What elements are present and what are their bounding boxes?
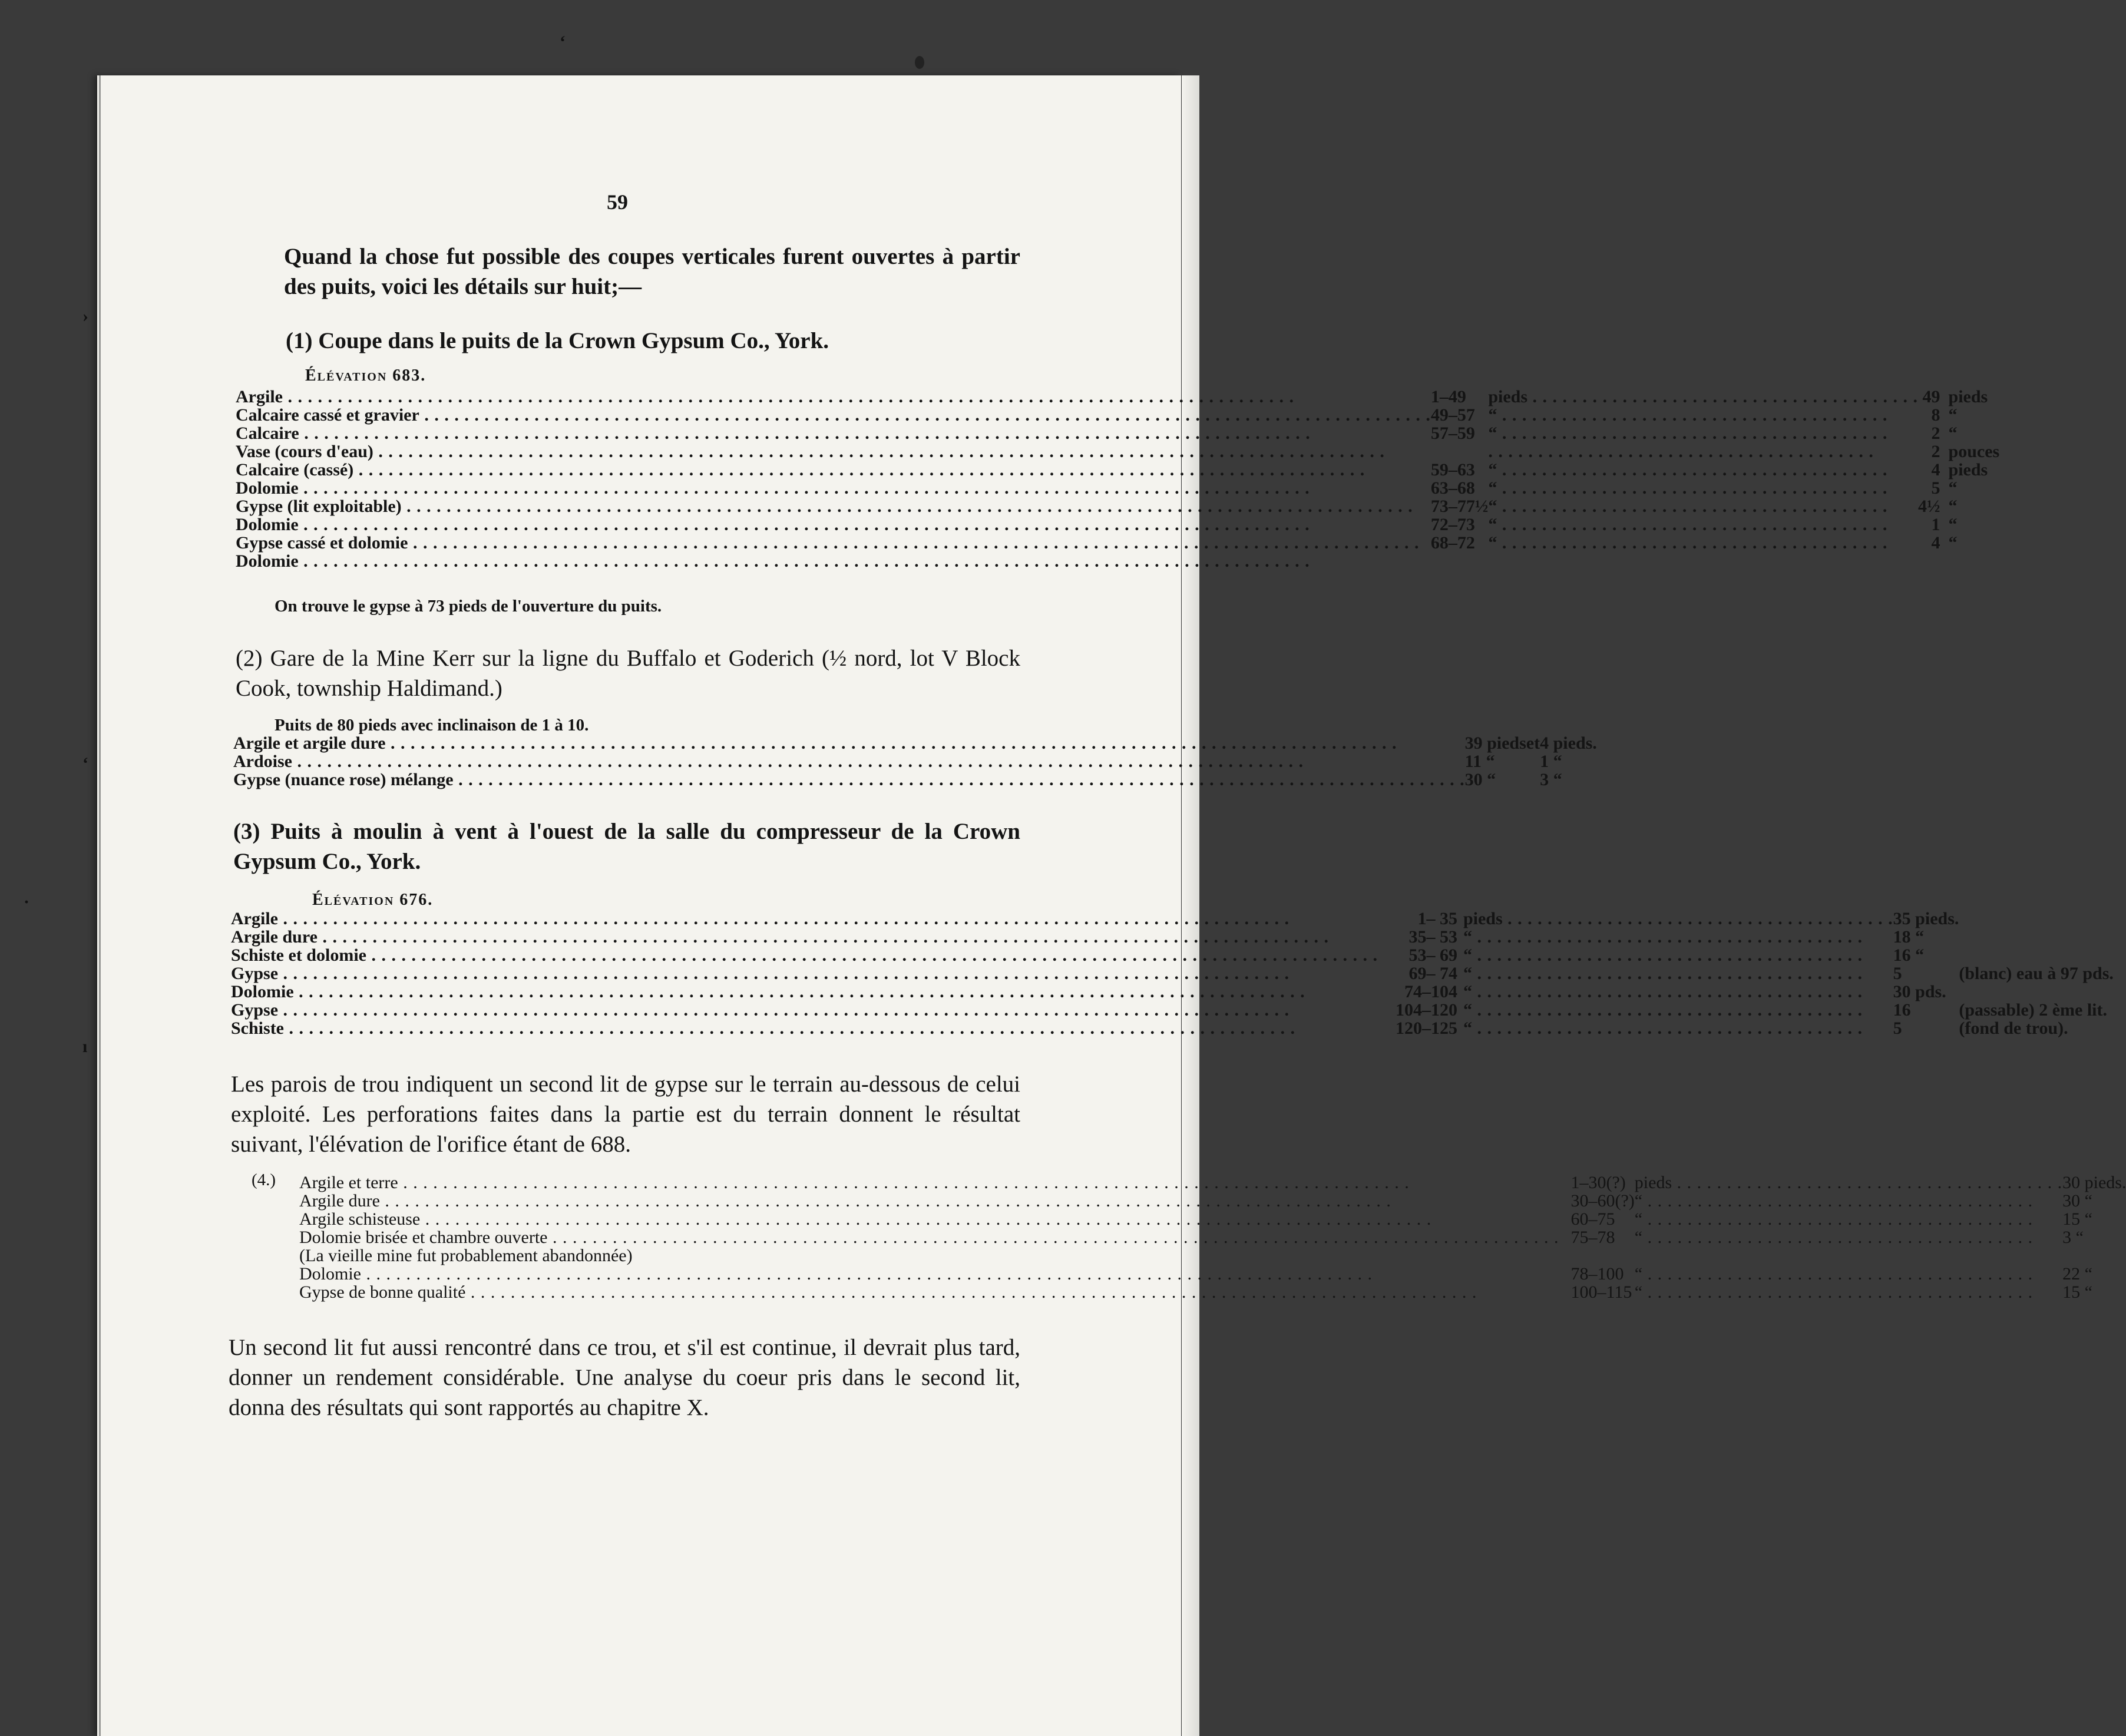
walls-paragraph: Les parois de trou indiquent un second lit de gypse sur le terrain au-dessous de celui exploité. Les perforations faites dans la partie est du terrain donnent le résultat suivant, l'élévation de l'orifice étant de 688. (231, 1072, 1020, 1157)
thickness-a: 30 “ (1464, 770, 1496, 789)
layer-name-text: Gypse (lit exploitable) . . . (236, 497, 1431, 515)
layer-name (299, 1192, 1571, 1210)
depth-range: 1– 35 (1417, 909, 1457, 928)
thickness-unit: pouces (1948, 442, 2000, 461)
depth-unit (1635, 1283, 2062, 1301)
layer-name (236, 479, 1431, 497)
strata-row (236, 497, 1999, 515)
layer-name-text: Dolomie . . . (299, 1265, 1571, 1283)
layer-name-text: Argile et argile dure . . . (233, 734, 1465, 752)
section1-elevation: Élévation 683. (305, 366, 426, 385)
depth-unit-text: pieds . . . (1635, 1173, 2062, 1192)
depth-unit-text: “ . . . (1463, 1019, 1893, 1037)
depth-range: 78–100 (1570, 1264, 1624, 1284)
depth-range: 59–63 (1430, 460, 1475, 480)
depth-unit (1463, 964, 1893, 983)
depth-range: 73–77½ (1430, 497, 1489, 516)
layer-name (236, 552, 1999, 570)
depth-range: 60–75 (1570, 1209, 1615, 1229)
thickness-b: 3 “ (1540, 770, 1562, 789)
layer-name (236, 515, 1431, 534)
depth-unit (1635, 1192, 2062, 1210)
depth-range: 53– 69 (1408, 945, 1457, 965)
depth-unit-text: “ . . . (1463, 928, 1893, 946)
layer-name (299, 1283, 1571, 1301)
section1-note: On trouve le gypse à 73 pieds de l'ouverture du puits. (275, 597, 662, 616)
strata-row (233, 771, 1597, 789)
depth-range: 30–60(?) (1570, 1191, 1635, 1211)
depth-range: 1–49 (1430, 387, 1466, 406)
layer-name (231, 964, 1396, 983)
thickness: 4 (1931, 533, 1940, 553)
layer-name-text: Argile dure . . . (299, 1192, 1571, 1210)
layer-name-text: Calcaire . . . (236, 424, 1431, 442)
page-right-edge (1182, 75, 1199, 1736)
layer-name (236, 534, 1431, 552)
layer-name-text: (La vieille mine fut probablement abandonnée) (299, 1246, 633, 1265)
conjunction (1526, 752, 1540, 771)
layer-name-text: Dolomie brisée et chambre ouverte . . . (299, 1228, 1571, 1246)
thickness-unit: “ (1948, 533, 1958, 553)
depth-unit-text: “ . . . (1488, 497, 1918, 515)
layer-name-text: Dolomie . . . (236, 479, 1431, 497)
page-number: 59 (607, 190, 628, 214)
layer-name-text: Gypse cassé et dolomie . . . (236, 534, 1431, 552)
scan-speck: ‘ (560, 32, 566, 52)
scan-blotch (915, 56, 924, 69)
layer-name (233, 752, 1465, 771)
depth-range: 49–57 (1430, 405, 1475, 425)
remark (1959, 928, 2114, 946)
layer-name (299, 1228, 1571, 1246)
depth-unit (1635, 1228, 2062, 1246)
depth-unit (1463, 983, 1893, 1001)
thickness-b: 1 “ (1540, 752, 1562, 771)
thickness: 2 (1931, 442, 1940, 461)
strata-row (236, 515, 1999, 534)
depth-unit (1488, 497, 1918, 515)
depth-range: 57–59 (1430, 424, 1475, 443)
intro-paragraph: Quand la chose fut possible des coupes verticales furent ouvertes à partir des puits, voici les détails sur huit;— (284, 244, 1020, 299)
depth-unit-text: pieds . . . (1463, 910, 1893, 928)
document-page (97, 75, 1181, 1736)
depth-unit-text: “ . . . (1635, 1192, 2062, 1210)
layer-name-text: Ardoise . . . (233, 752, 1465, 771)
depth-unit (1463, 1001, 1893, 1019)
section1-heading: (1) Coupe dans le puits de la Crown Gypsum Co., York. (286, 328, 829, 353)
strata-row (233, 734, 1597, 752)
depth-unit-text: “ . . . (1463, 946, 1893, 964)
depth-range: 75–78 (1570, 1228, 1615, 1247)
depth-range: 35– 53 (1408, 927, 1457, 947)
margin-mark: ‘ (82, 754, 88, 773)
conjunction (1526, 771, 1540, 789)
strata-row (236, 406, 1999, 424)
layer-name-text: Schiste . . . (231, 1019, 1396, 1037)
layer-name (236, 461, 1431, 479)
thickness-unit: “ (1948, 515, 1958, 534)
depth-unit (1488, 461, 1918, 479)
layer-name (299, 1173, 1571, 1192)
thickness: 5 (1893, 964, 1902, 983)
depth-unit-text: “ . . . (1463, 983, 1893, 1001)
remark (1959, 946, 2114, 964)
strata-row (299, 1228, 2126, 1246)
thickness-a: 11 “ (1464, 752, 1495, 771)
strata-row (231, 983, 2114, 1001)
strata-row (299, 1265, 2126, 1283)
depth-range: 63–68 (1430, 478, 1475, 498)
depth-unit-text: “ . . . (1635, 1210, 2062, 1228)
layer-name-text: Dolomie . . . (231, 983, 1396, 1001)
depth-range: 68–72 (1430, 533, 1475, 553)
strata-row (231, 1001, 2114, 1019)
remark: (fond de trou). (1959, 1019, 2068, 1038)
thickness: 5 (1893, 1019, 1902, 1038)
depth-unit-text: “ . . . (1488, 479, 1918, 497)
section1-table (236, 388, 1999, 570)
thickness: 35 pieds. (1893, 909, 1959, 928)
depth-unit-text: “ . . . (1488, 406, 1918, 424)
depth-unit (1488, 515, 1918, 534)
thickness: 49 (1922, 387, 1940, 406)
depth-unit-text: pieds . . . (1488, 388, 1918, 406)
strata-row (236, 442, 1999, 461)
depth-unit (1488, 479, 1918, 497)
thickness: 16 (1893, 1000, 1911, 1020)
layer-name (231, 1019, 1396, 1037)
thickness-unit: “ (1948, 497, 1958, 516)
layer-name (231, 928, 1396, 946)
strata-row (236, 388, 1999, 406)
layer-name-text: Dolomie . . . (236, 515, 1431, 534)
thickness: 15 “ (2062, 1282, 2092, 1302)
section4-label: (4.) (252, 1170, 276, 1189)
strata-row (236, 461, 1999, 479)
margin-mark: · (24, 892, 30, 912)
depth-range: 72–73 (1430, 515, 1475, 534)
layer-name-text: Calcaire cassé et gravier . . . (236, 406, 1431, 424)
strata-row (236, 479, 1999, 497)
layer-name-text: Dolomie . . . (236, 552, 1999, 570)
layer-name (233, 771, 1465, 789)
remark (1959, 983, 2114, 1001)
depth-unit (1488, 442, 1918, 461)
final-paragraph: Un second lit fut aussi rencontré dans ce trou, et s'il est continue, il devrait plus tard, donner un rendement considérable. Une analyse du coeur pris dans le second lit, donna des résultats qui sont rapportés au chapitre X. (229, 1335, 1020, 1420)
thickness-unit: “ (1948, 405, 1958, 425)
depth-unit-text: “ . . . (1635, 1228, 2062, 1246)
depth-unit (1463, 928, 1893, 946)
layer-name (236, 388, 1431, 406)
layer-name (231, 910, 1396, 928)
thickness-unit: pieds (1948, 460, 1988, 480)
strata-row (231, 1019, 2114, 1037)
thickness-a: 39 pieds (1464, 733, 1526, 753)
depth-range: 1–30(?) (1570, 1173, 1626, 1192)
layer-name (299, 1265, 1571, 1283)
remark: (passable) 2 ème lit. (1959, 1000, 2108, 1020)
depth-unit (1488, 424, 1918, 442)
depth-unit (1488, 534, 1918, 552)
layer-name-text: Gypse . . . (231, 1001, 1396, 1019)
depth-range: 69– 74 (1408, 964, 1457, 983)
strata-row (236, 424, 1999, 442)
layer-name-text: Vase (cours d'eau) . . . (236, 442, 1431, 461)
layer-name (231, 983, 1396, 1001)
section3-elevation: Élévation 676. (312, 891, 434, 909)
thickness: 2 (1931, 424, 1940, 443)
thickness: 30 pds. (1893, 982, 1946, 1001)
strata-row (231, 964, 2114, 983)
strata-row (299, 1246, 2126, 1265)
depth-unit-text: “ . . . (1488, 424, 1918, 442)
section2-heading: (2) Gare de la Mine Kerr sur la ligne du Buffalo et Goderich (½ nord, lot V Block Cook, township Haldimand.) (236, 646, 1020, 701)
depth-range: 104–120 (1395, 1000, 1457, 1020)
conjunction: et (1526, 733, 1540, 753)
layer-name (236, 442, 1431, 461)
strata-row (231, 910, 2114, 928)
thickness: 22 “ (2062, 1264, 2092, 1284)
layer-name (231, 946, 1396, 964)
layer-name (231, 1001, 1396, 1019)
layer-name-text: Gypse . . . (231, 964, 1396, 983)
depth-unit (1463, 910, 1893, 928)
layer-name-text: Gypse de bonne qualité . . . (299, 1283, 1571, 1301)
layer-name-text: Calcaire (cassé) . . . (236, 461, 1431, 479)
layer-name (236, 406, 1431, 424)
depth-unit-text: “ . . . (1463, 964, 1893, 983)
strata-row (236, 552, 1999, 570)
layer-name (236, 497, 1431, 515)
thickness: 16 “ (1893, 945, 1925, 965)
depth-unit-text: “ . . . (1635, 1265, 2062, 1283)
strata-row (299, 1173, 2126, 1192)
depth-range: 100–115 (1570, 1282, 1632, 1302)
thickness-unit: pieds (1948, 387, 1988, 406)
strata-row (236, 534, 1999, 552)
layer-name-text: Gypse (nuance rose) mélange . . . (233, 771, 1465, 789)
depth-range (1431, 442, 1489, 461)
thickness-b: 4 pieds. (1540, 733, 1597, 753)
layer-name (299, 1210, 1571, 1228)
layer-name-text: Argile . . . (231, 910, 1396, 928)
section3-heading: (3) Puits à moulin à vent à l'ouest de la salle du compresseur de la Crown Gypsum Co., York. (233, 819, 1020, 874)
remark: (blanc) eau à 97 pds. (1959, 964, 2114, 983)
thickness: 18 “ (1893, 927, 1925, 947)
depth-unit (1463, 1019, 1893, 1037)
strata-row (299, 1210, 2126, 1228)
strata-row (299, 1192, 2126, 1210)
depth-unit-text: “ . . . (1488, 515, 1918, 534)
layer-name-text: Schiste et dolomie . . . (231, 946, 1396, 964)
thickness: 3 “ (2062, 1228, 2084, 1247)
layer-name-text: Argile dure . . . (231, 928, 1396, 946)
section3-table (231, 910, 2114, 1037)
page-binding-edge (99, 75, 101, 1736)
depth-unit-text: “ . . . (1463, 1001, 1893, 1019)
thickness-unit: “ (1948, 424, 1958, 443)
thickness: 30 pieds. (2062, 1173, 2126, 1192)
margin-mark: › (82, 306, 88, 326)
thickness: 4 (1931, 460, 1940, 480)
layer-name-text: Argile . . . (236, 388, 1431, 406)
thickness: 15 “ (2062, 1209, 2092, 1229)
depth-range: 74–104 (1404, 982, 1457, 1001)
depth-unit-text (1488, 442, 1918, 461)
depth-range: 120–125 (1395, 1019, 1457, 1038)
thickness: 5 (1931, 478, 1940, 498)
strata-row (233, 752, 1597, 771)
remark (1959, 910, 2114, 928)
depth-unit (1635, 1265, 2062, 1283)
strata-row (231, 946, 2114, 964)
depth-unit-text: “ . . . (1488, 534, 1918, 552)
thickness: 8 (1931, 405, 1940, 425)
strata-row (299, 1283, 2126, 1301)
thickness: 4½ (1918, 497, 1940, 516)
section2-table (233, 734, 1597, 789)
layer-name (236, 424, 1431, 442)
depth-unit (1488, 406, 1918, 424)
thickness: 1 (1931, 515, 1940, 534)
layer-name-text: Argile et terre . . . (299, 1173, 1571, 1192)
thickness-unit: “ (1948, 478, 1958, 498)
section4-table (299, 1173, 2126, 1301)
section2-subheading: Puits de 80 pieds avec inclinaison de 1 à 10. (275, 716, 589, 735)
depth-unit (1488, 388, 1918, 406)
layer-name (299, 1246, 2126, 1265)
strata-row (231, 928, 2114, 946)
layer-name-text: Argile schisteuse . . . (299, 1210, 1571, 1228)
depth-unit (1463, 946, 1893, 964)
depth-unit (1635, 1173, 2062, 1192)
depth-unit-text: “ . . . (1488, 461, 1918, 479)
layer-name (233, 734, 1465, 752)
margin-mark: ı (82, 1037, 88, 1056)
thickness: 30 “ (2062, 1191, 2092, 1211)
depth-unit-text: “ . . . (1635, 1283, 2062, 1301)
depth-unit (1635, 1210, 2062, 1228)
